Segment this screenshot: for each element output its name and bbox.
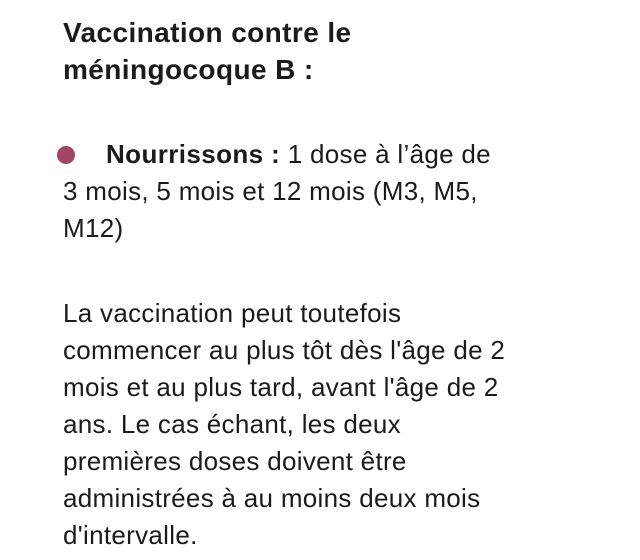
list-item-nourrissons <box>63 136 590 247</box>
page-title-line: Vaccination contre le <box>63 17 352 48</box>
list-item-first-line <box>63 136 590 173</box>
list-item-text: 1 dose à l’âge de <box>280 139 491 169</box>
list-item-label: Nourrissons : <box>106 139 281 169</box>
paragraph-line: d'intervalle. <box>63 520 198 550</box>
paragraph-line: La vaccination peut toutefois <box>63 298 402 328</box>
paragraph-line: premières doses doivent être <box>63 446 407 476</box>
bullet-icon <box>57 146 75 164</box>
paragraph-line: commencer au plus tôt dès l'âge de 2 <box>63 335 506 365</box>
page-title <box>63 14 590 88</box>
list-item-text-line: 3 mois, 5 mois et 12 mois (M3, M5, <box>63 176 478 206</box>
paragraph <box>63 295 590 554</box>
list-item-text-line: M12) <box>63 213 124 243</box>
page-title-line: méningocoque B : <box>63 54 314 85</box>
paragraph-line: mois et au plus tard, avant l'âge de 2 <box>63 372 499 402</box>
paragraph-line: ans. Le cas échant, les deux <box>63 409 401 439</box>
paragraph-line: administrées à au moins deux mois <box>63 483 481 513</box>
